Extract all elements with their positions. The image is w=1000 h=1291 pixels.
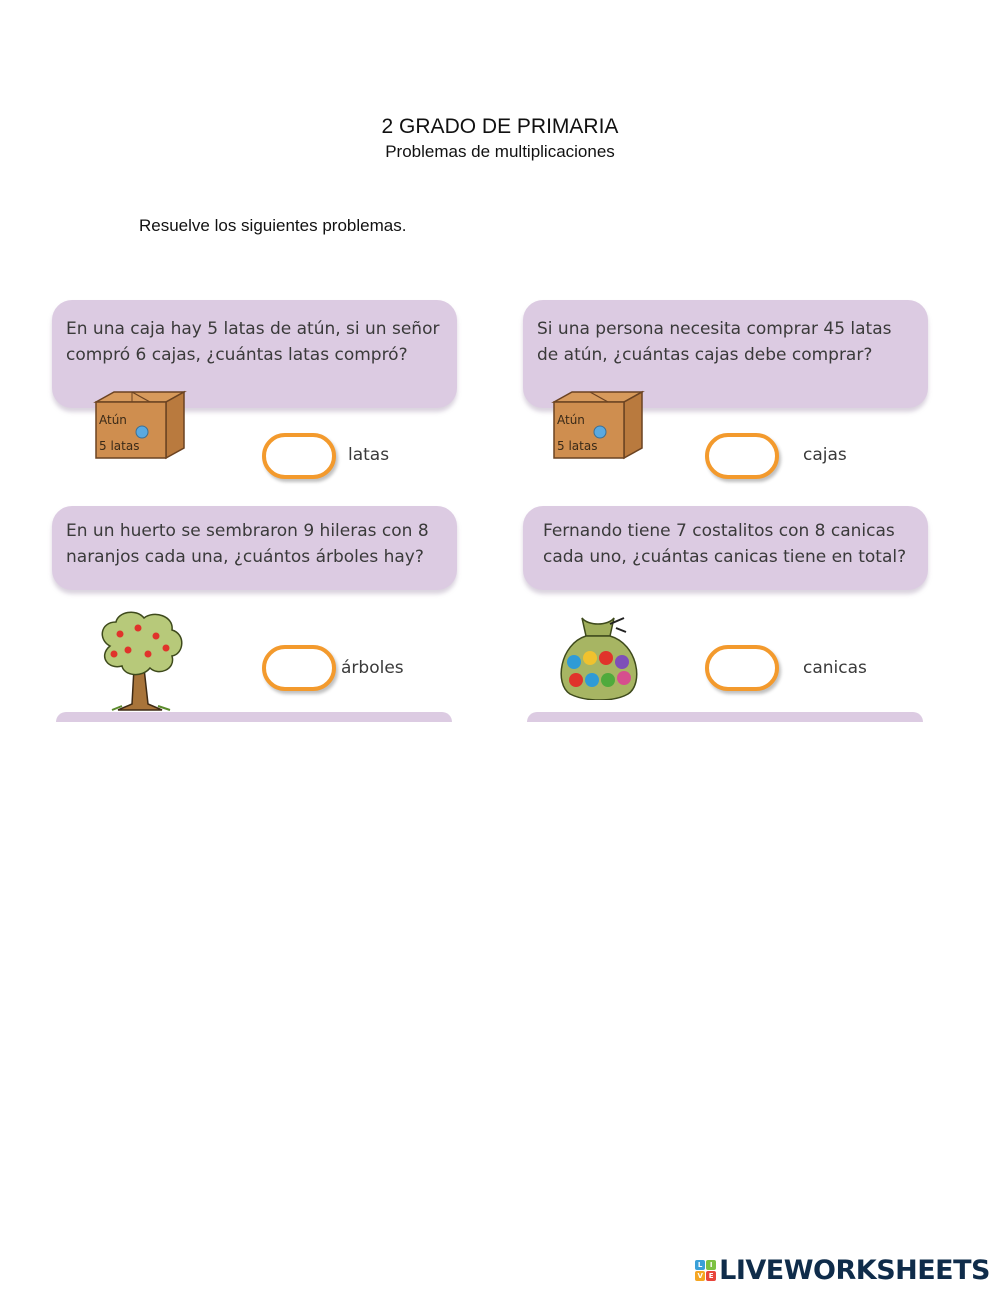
problem-4-bubble <box>523 506 928 590</box>
problem-2-answer-input[interactable] <box>705 433 779 479</box>
problem-4-text-line1: Fernando tiene 7 costalitos con 8 canicas <box>543 521 895 541</box>
problem-3-text-line1: En un huerto se sembraron 9 hileras con 8 <box>66 521 429 541</box>
box-label-atun: Atún <box>99 413 127 427</box>
problem-1-text-line1: En una caja hay 5 latas de atún, si un señor <box>66 319 440 339</box>
problem-4-unit: canicas <box>803 658 867 678</box>
cropped-bubble-left <box>56 712 452 722</box>
box-label-latas: 5 latas <box>99 439 140 453</box>
problem-1-answer-input[interactable] <box>262 433 336 479</box>
problem-4-text-line2: cada uno, ¿cuántas canicas tiene en total? <box>543 547 907 567</box>
logo-mark-icon <box>695 1260 716 1281</box>
instruction-text: Resuelve los siguientes problemas. <box>139 216 407 235</box>
page-title: 2 GRADO DE PRIMARIA <box>381 115 619 138</box>
problem-1-unit: latas <box>348 445 390 465</box>
marble-bag-icon <box>552 614 646 700</box>
page-subtitle: Problemas de multiplicaciones <box>385 142 615 161</box>
logo-text: LIVEWORKSHEETS <box>719 1255 990 1286</box>
problem-2-text-line1: Si una persona necesita comprar 45 latas <box>537 319 892 339</box>
logo-letter-l: L <box>695 1260 705 1270</box>
liveworksheets-logo <box>695 1255 990 1286</box>
logo-letter-i: I <box>706 1260 716 1270</box>
problem-3-answer-input[interactable] <box>262 645 336 691</box>
problem-1-text-line2: compró 6 cajas, ¿cuántas latas compró? <box>66 345 408 365</box>
logo-letter-e: E <box>706 1271 716 1281</box>
box-icon <box>92 390 188 464</box>
problem-3-bubble <box>52 506 457 590</box>
cropped-bubble-right <box>527 712 923 722</box>
box-label-atun: Atún <box>557 413 585 427</box>
problem-2-unit: cajas <box>803 445 847 465</box>
tree-icon <box>88 610 192 714</box>
box-icon <box>550 390 646 464</box>
problem-4-answer-input[interactable] <box>705 645 779 691</box>
box-label-latas: 5 latas <box>557 439 598 453</box>
logo-letter-v: V <box>695 1271 705 1281</box>
problem-2-text-line2: de atún, ¿cuántas cajas debe comprar? <box>537 345 873 365</box>
problem-3-unit: árboles <box>341 658 404 678</box>
problem-3-text-line2: naranjos cada una, ¿cuántos árboles hay? <box>66 547 424 567</box>
